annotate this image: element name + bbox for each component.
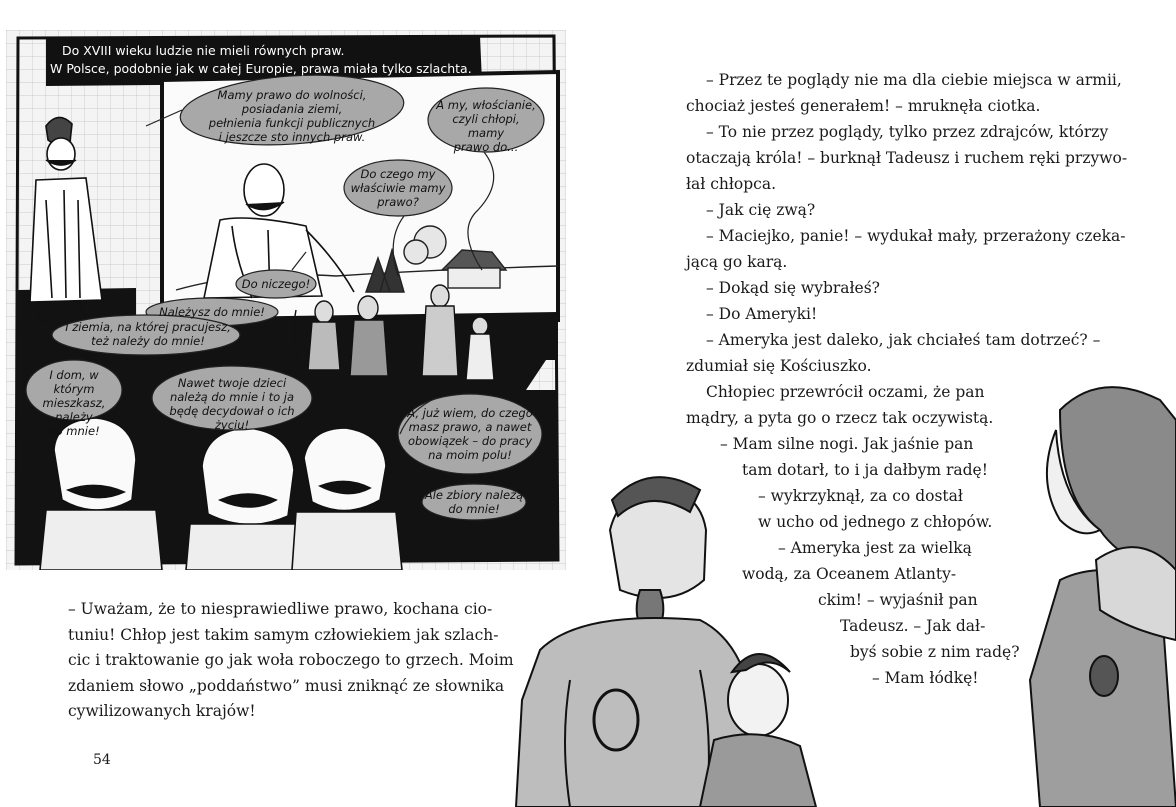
right-text-line: otaczają króla! – burknął Tadeusz i ruchem ręki przywo- [686, 149, 1128, 167]
right-text-line: Chłopiec przewrócił oczami, że pan [706, 383, 985, 401]
speech-bubble-house: I dom, w którym mieszkasz, należy do mnie! [42, 368, 106, 438]
right-text-line: – Jak cię zwą? [706, 201, 816, 219]
comic-panel [6, 30, 566, 570]
left-paragraph-line: cywilizowanych krajów! [68, 702, 256, 721]
speech-bubble-land: I ziemia, na której pracujesz, też należy do mnie! [65, 320, 231, 348]
speech-bubble-children: Nawet twoje dzieci należą do mnie i to ja będę decydował o ich życiu! [169, 376, 295, 432]
right-text-line: ckim! – wyjaśnił pan [818, 591, 978, 609]
right-text-line: – Do Ameryki! [706, 305, 818, 323]
left-paragraph-line: cic i traktowanie go jak woła roboczego to grzech. Moim [68, 651, 514, 670]
right-text-line: – Przez te poglądy nie ma dla ciebie miejsca w armii, [706, 71, 1122, 89]
right-text-line: tam dotarł, to i ja dałbym radę! [742, 461, 988, 479]
right-text-line: – To nie przez poglądy, tylko przez zdrajców, którzy [706, 123, 1109, 141]
comic-caption-line-1: Do XVIII wieku ludzie nie mieli równych praw. [62, 43, 345, 58]
right-text-line: – Maciejko, panie! – wydukał mały, przerażony czeka- [706, 227, 1126, 245]
right-text-line: chociaż jesteś generałem! – mruknęła ciotka. [686, 97, 1041, 115]
right-text-line: zdumiał się Kościuszko. [686, 357, 872, 375]
speech-bubble-belong: Należysz do mnie! [159, 305, 265, 319]
speech-bubble-peasants: A my, włościanie, czyli chłopi, mamy prawo do... [436, 98, 536, 154]
right-text-line: mądry, a pyta go o rzecz tak oczywistą. [686, 409, 994, 427]
right-text-line: wodą, za Oceanem Atlanty- [742, 565, 957, 583]
page-number: 54 [93, 752, 111, 768]
speech-bubble-question: Do czego my właściwie mamy prawo? [350, 167, 446, 209]
speech-bubble-work: A, już wiem, do czego masz prawo, a nawet obowiązek – do pracy na moim polu! [407, 406, 533, 462]
right-text-line: łał chłopca. [686, 175, 777, 193]
right-text-line: w ucho od jednego z chłopów. [758, 513, 993, 531]
right-text-line: jącą go karą. [686, 253, 788, 271]
speech-bubble-rights: Mamy prawo do wolności, posiadania ziemi, pełnienia funkcji publicznych i jeszcze sto innych praw. [208, 88, 376, 144]
left-paragraph-line: – Uważam, że to niesprawiedliwe prawo, kochana cio- [68, 600, 493, 618]
speech-bubble-harvest: Ale zbiory należą do mnie! [424, 488, 524, 516]
right-text-line: – wykrzyknął, za co dostał [758, 487, 963, 505]
right-text-line: byś sobie z nim radę? [850, 643, 1020, 661]
speech-bubble-nothing: Do niczego! [241, 277, 311, 291]
right-text-line: – Ameryka jest za wielką [778, 539, 972, 557]
right-text-line: – Ameryka jest daleko, jak chciałeś tam dotrzeć? – [706, 331, 1101, 349]
right-text-line: – Dokąd się wybrałeś? [706, 279, 880, 297]
comic-caption-line-2: W Polsce, podobnie jak w całej Europie, prawa miała tylko szlachta. [50, 61, 472, 76]
right-text-line: Tadeusz. – Jak dał- [840, 617, 986, 635]
left-page-paragraph [68, 597, 514, 725]
left-paragraph-line: tuniu! Chłop jest takim samym człowiekiem jak szlach- [68, 625, 499, 644]
right-text-line: – Mam łódkę! [872, 669, 979, 687]
left-paragraph-line: zdaniem słowo „poddaństwo” musi zniknąć ze słownika [68, 676, 505, 695]
right-text-line: – Mam silne nogi. Jak jaśnie pan [720, 435, 974, 453]
